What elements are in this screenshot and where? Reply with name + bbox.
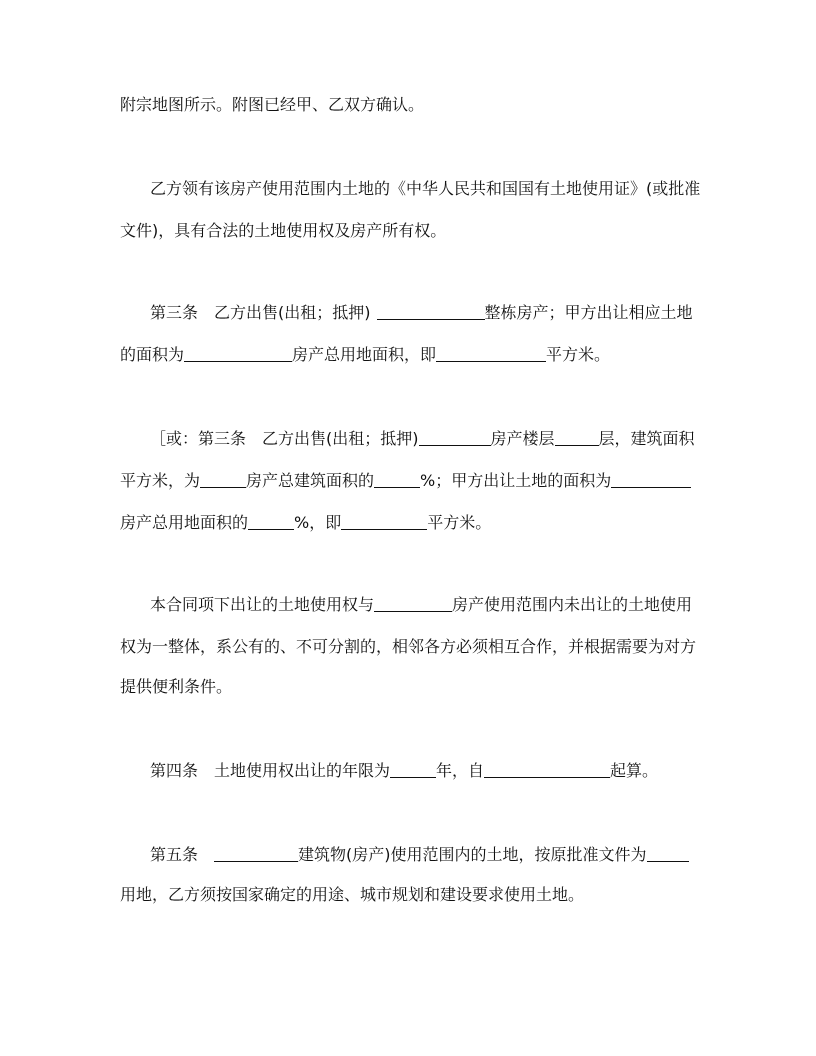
text: 提供便利条件。 [120,677,233,696]
text: 房产使用范围内未出让的土地使用 [452,595,693,614]
blank-field[interactable] [436,344,546,362]
blank-field[interactable] [374,470,420,488]
blank-field[interactable] [390,760,436,778]
article-3-alt-line2 [120,468,698,494]
text: 平方米。 [546,345,611,364]
text: 平方米，为 [120,471,201,490]
blank-field[interactable] [484,760,610,778]
blank-field[interactable] [419,428,491,446]
text: 权为一整体，系公有的、不可分割的，相邻各方必须相互合作，并根据需要为对方 [120,637,697,656]
paragraph-land-use-right-line1 [150,592,698,618]
article-5-line1 [150,842,698,868]
text: 用地，乙方须按国家确定的用途、城市规划和建设要求使用土地。 [120,885,585,904]
text: 层，建筑面积 [598,429,695,448]
article-3-alt-line3 [120,510,698,536]
article-5-line2 [120,882,698,908]
text: ［或：第三条 乙方出售(出租；抵押) [150,429,419,448]
text: 建筑物(房产)使用范围内的土地，按原批准文件为 [298,845,647,864]
paragraph-land-use-right-line2 [120,634,698,660]
text: 附宗地图所示。附图已经甲、乙双方确认。 [120,95,425,114]
blank-field[interactable] [200,470,246,488]
text: %，即 [294,513,342,532]
blank-field[interactable] [377,302,485,320]
text: 第三条 乙方出售(出租；抵押) [150,303,371,322]
text: 房产总用地面积，即 [292,345,437,364]
blank-field[interactable] [184,344,292,362]
article-3-line1 [150,300,698,326]
text: %；甲方出让土地的面积为 [420,471,612,490]
article-4 [150,758,698,784]
blank-field[interactable] [248,512,294,530]
blank-field[interactable] [374,594,452,612]
text: 本合同项下出让的土地使用权与 [150,595,375,614]
paragraph-land-certificate-line1 [150,176,701,202]
text: 房产总建筑面积的 [246,471,375,490]
text: 的面积为 [120,345,185,364]
text: 房产楼层 [490,429,555,448]
blank-field[interactable] [647,844,689,862]
text: 第五条 [150,845,199,864]
text: 年，自 [436,761,485,780]
text: 乙方领有该房产使用范围内土地的《中华人民共和国国有土地使用证》(或批准 [150,179,701,198]
paragraph-land-certificate-line2 [120,218,698,244]
text: 整栋房产；甲方出让相应土地 [484,303,693,322]
article-3-line2 [120,342,698,368]
text: 文件)，具有合法的土地使用权及房产所有权。 [120,221,447,240]
blank-field[interactable] [555,428,599,446]
text: 起算。 [610,761,659,780]
blank-field[interactable] [611,470,691,488]
text: 房产总用地面积的 [120,513,249,532]
text: 第四条 土地使用权出让的年限为 [150,761,391,780]
article-3-alt-line1 [150,426,698,452]
paragraph-map-confirmation [120,92,698,118]
blank-field[interactable] [341,512,427,530]
paragraph-land-use-right-line3 [120,674,698,700]
blank-field[interactable] [214,844,298,862]
text: 平方米。 [427,513,492,532]
